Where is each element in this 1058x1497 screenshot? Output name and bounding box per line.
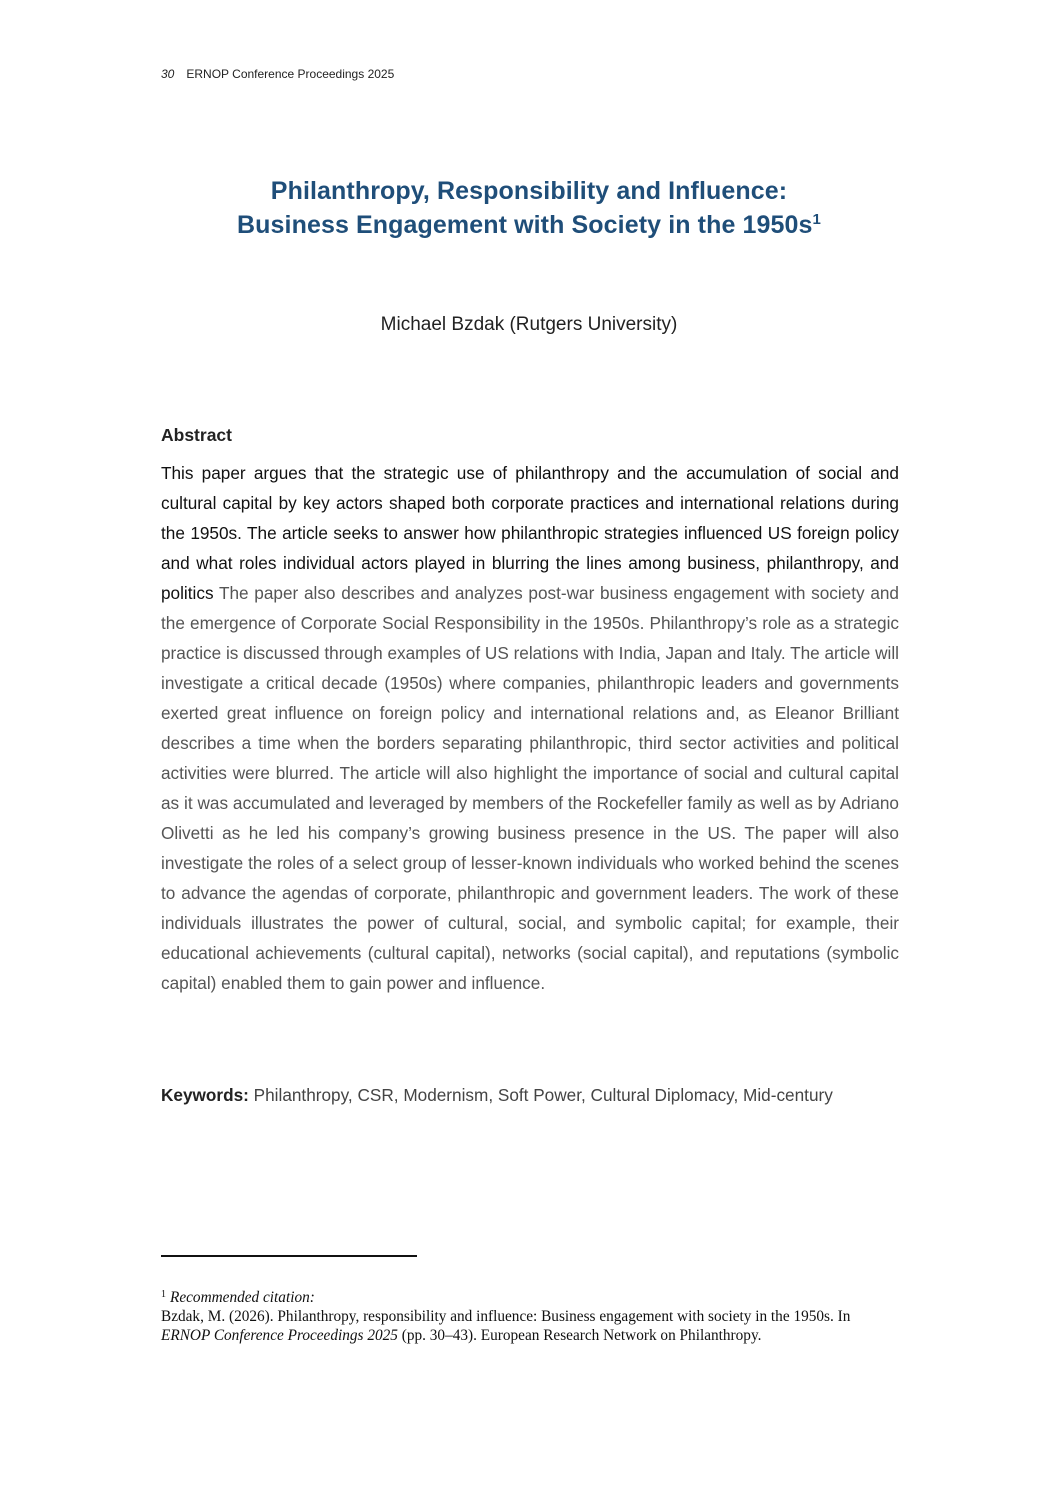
footnote-label: Recommended citation: [170, 1289, 315, 1306]
footnote-citation [161, 1307, 901, 1345]
citation-proceedings-title: ERNOP Conference Proceedings 2025 [161, 1327, 398, 1344]
abstract-paragraph [161, 458, 899, 998]
keywords-label: Keywords: [161, 1085, 249, 1105]
footnote-separator [161, 1255, 417, 1257]
abstract-heading: Abstract [161, 425, 232, 445]
keywords-text: Philanthropy, CSR, Modernism, Soft Power, Cultural Diplomacy, Mid-century [253, 1085, 833, 1105]
footnote-marker: 1 [161, 1289, 166, 1300]
citation-end: (pp. 30–43). European Research Network on Philanthropy. [397, 1327, 762, 1344]
keywords-paragraph [161, 1082, 899, 1109]
publication-name: ERNOP Conference Proceedings 2025 [186, 67, 395, 81]
paper-title [100, 174, 958, 242]
abstract-lead: This paper argues that the strategic use of philanthropy and the accumulation of social and cultural capital by key actors shaped both corporate practices and international relations during the 1950s. The article seeks to answer how philanthropic strategies influenced US foreign policy and what roles individual actors played in blurring the lines among business, philanthropy, and politics [161, 463, 899, 603]
title-line-2 [100, 208, 958, 242]
footnote-heading [161, 1288, 901, 1307]
title-line-1: Philanthropy, Responsibility and Influence: [270, 177, 788, 205]
page-number: 30 [161, 67, 175, 81]
citation-start: Bzdak, M. (2026). Philanthropy, responsibility and influence: Business engagement with society in the 1950s. In [161, 1308, 851, 1325]
running-head [161, 67, 394, 81]
author-line: Michael Bzdak (Rutgers University) [380, 314, 678, 335]
title-line-2-text: Business Engagement with Society in the 1950s [237, 211, 813, 239]
title-footnote-marker[interactable]: 1 [812, 211, 821, 228]
footnote [161, 1288, 901, 1345]
abstract-body: The paper also describes and analyzes post-war business engagement with society and the emergence of Corporate Social Responsibility in the 1950s. Philanthropy’s role as a strategic practice is discussed through examples of US relations with India, Japan and Italy. The article will investigate a critical decade (1950s) where companies, philanthropic leaders and governments exerted great influence on foreign policy and international relations and, as Eleanor Brilliant describes a time when the borders separating philanthropic, third sector activities and political activities were blurred. The article will also highlight the importance of social and cultural capital as it was accumulated and leveraged by members of the Rockefeller family as well as by Adriano Olivetti as he led his company’s growing business presence in the US. The paper will also investigate the roles of a select group of lesser-known individuals who worked behind the scenes to advance the agendas of corporate, philanthropic and government leaders. The work of these individuals illustrates the power of cultural, social, and symbolic capital; for example, their educational achievements (cultural capital), networks (social capital), and reputations (symbolic capital) enabled them to gain power and influence. [161, 583, 899, 993]
